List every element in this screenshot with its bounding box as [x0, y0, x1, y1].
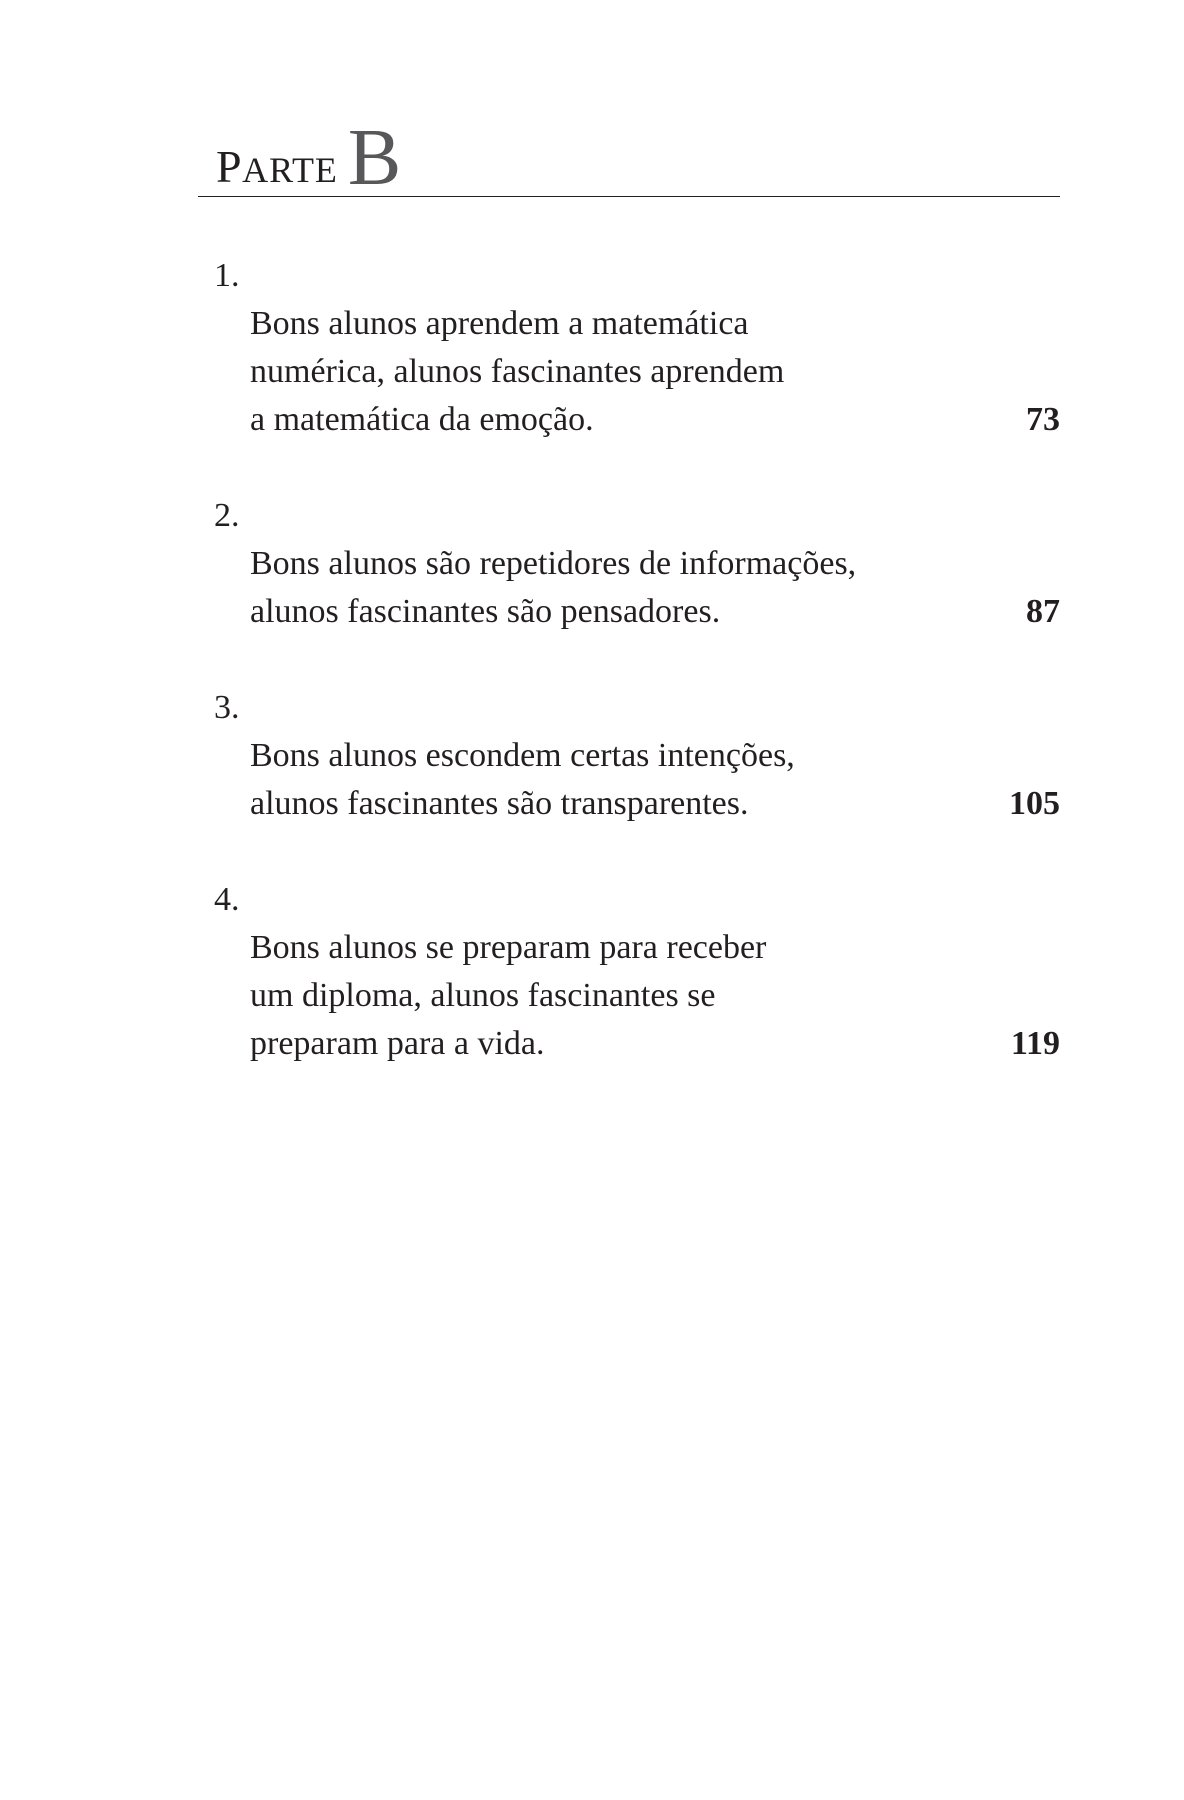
part-word-initial: P	[216, 141, 243, 192]
toc-entry-3[interactable]	[214, 684, 1060, 828]
toc-entry-page: 73	[1026, 401, 1060, 438]
toc-entry-title: Bons alunos se preparam para receber um diploma, alunos fascinantes se preparam para a vida.	[250, 929, 767, 1062]
toc-entry-2[interactable]	[214, 492, 1060, 636]
toc-entry-number: 2.	[214, 497, 240, 534]
toc-entry-text	[214, 252, 1010, 444]
toc-entry-text	[214, 876, 1010, 1068]
table-of-contents	[214, 252, 1060, 1068]
part-word-rest: ARTE	[242, 150, 338, 190]
toc-entry-text	[214, 492, 1010, 636]
part-letter: B	[347, 114, 402, 202]
part-title	[216, 114, 402, 202]
toc-entry-number: 4.	[214, 881, 240, 918]
toc-entry-title: Bons alunos escondem certas intenções, alunos fascinantes são transparentes.	[250, 737, 795, 822]
toc-entry-title: Bons alunos aprendem a matemática numérica, alunos fascinantes aprendem a matemática da emoção.	[250, 305, 785, 438]
toc-entry-4[interactable]	[214, 876, 1060, 1068]
toc-entry-number: 3.	[214, 689, 240, 726]
toc-entry-1[interactable]	[214, 252, 1060, 444]
toc-entry-page: 87	[1026, 593, 1060, 630]
toc-entry-page: 105	[1009, 785, 1060, 822]
toc-entry-number: 1.	[214, 257, 240, 294]
toc-entry-title: Bons alunos são repetidores de informações, alunos fascinantes são pensadores.	[250, 545, 857, 630]
toc-entry-text	[214, 684, 1010, 828]
part-header	[198, 114, 1060, 202]
toc-entry-page: 119	[1010, 1025, 1060, 1062]
